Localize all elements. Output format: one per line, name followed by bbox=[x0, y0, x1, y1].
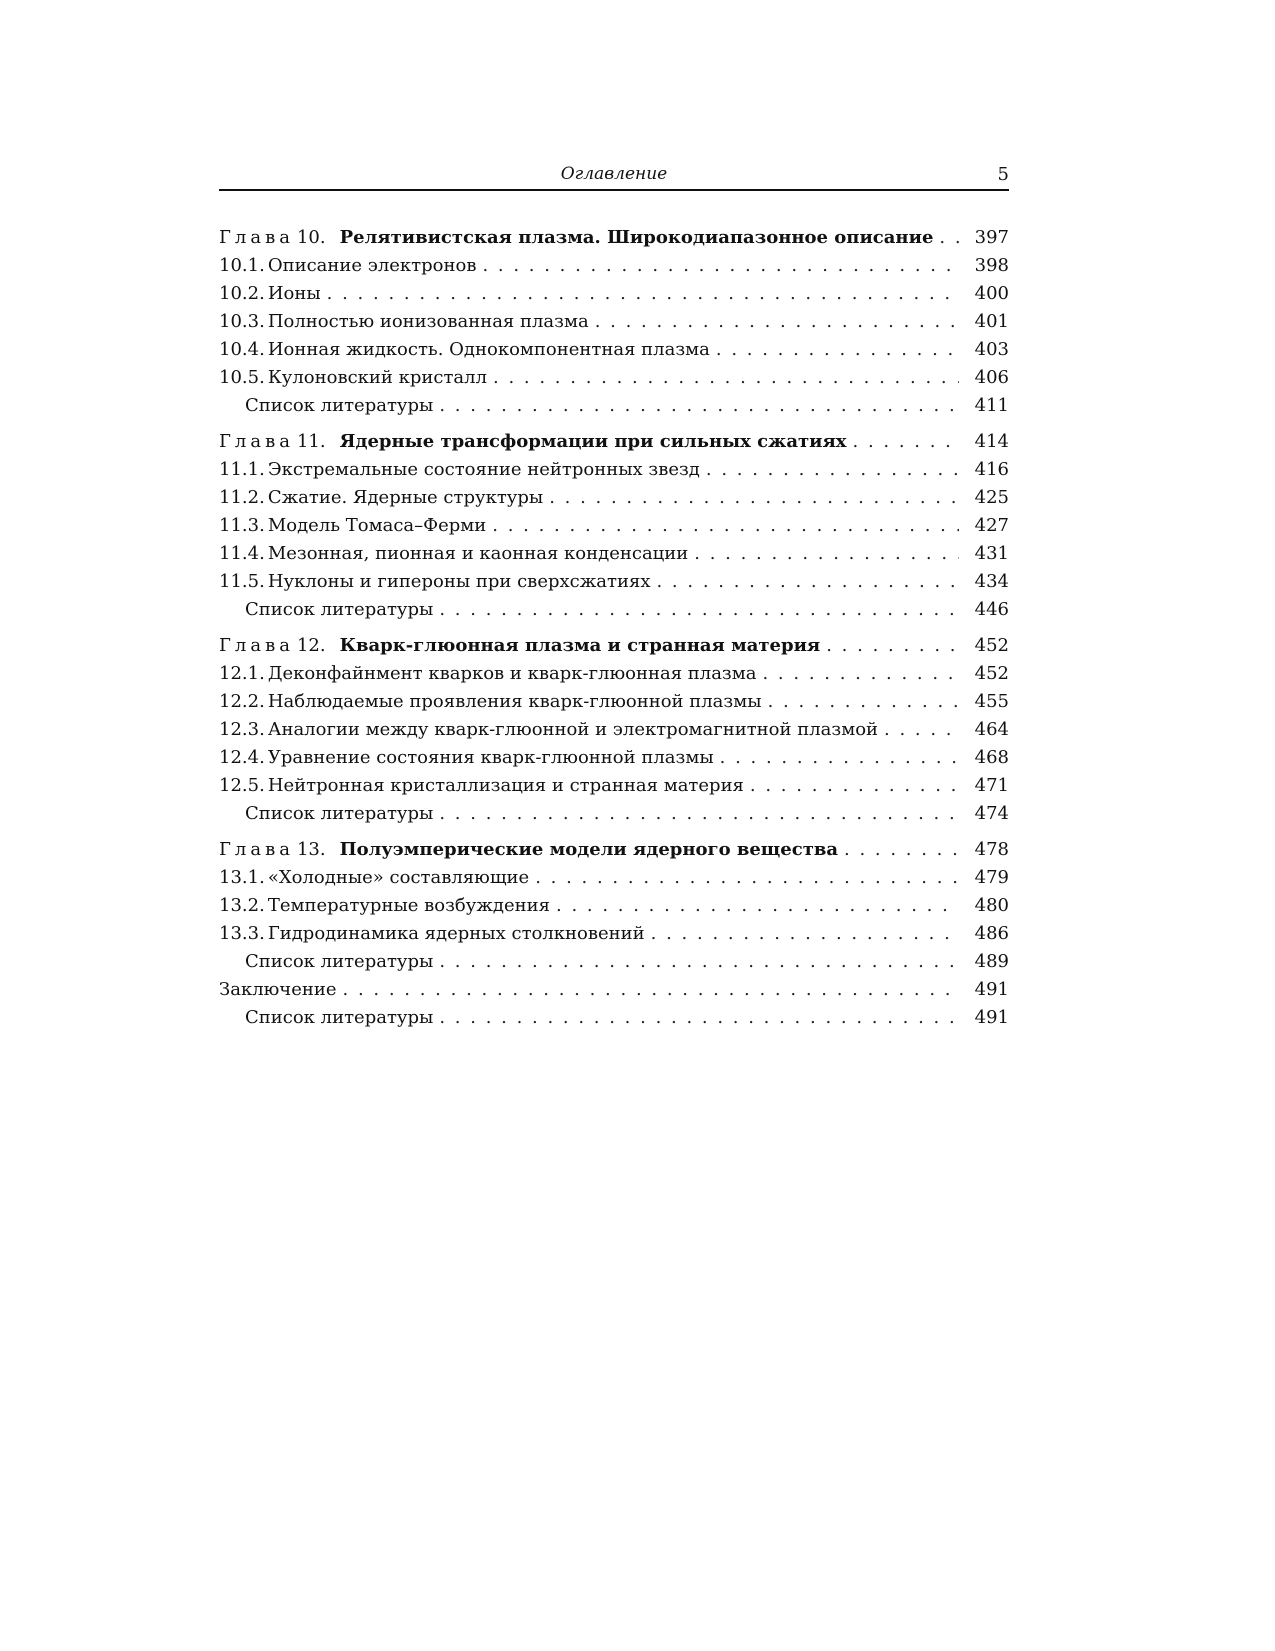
dot-leader bbox=[939, 224, 959, 252]
dot-leader bbox=[535, 864, 959, 892]
chapter-heading-10[interactable] bbox=[219, 224, 1009, 252]
chapter-12-block bbox=[219, 632, 1009, 828]
dot-leader bbox=[853, 428, 959, 456]
toc-entry-12-4[interactable] bbox=[219, 744, 1009, 772]
toc-entry-13-1[interactable] bbox=[219, 864, 1009, 892]
dot-leader bbox=[549, 484, 959, 512]
toc-entry-11-3[interactable] bbox=[219, 512, 1009, 540]
page-ref: 478 bbox=[974, 839, 1009, 860]
page-ref: 446 bbox=[974, 599, 1009, 620]
chapter-label: Глава bbox=[219, 431, 294, 452]
dot-leader bbox=[439, 1004, 959, 1032]
page-ref: 414 bbox=[974, 431, 1009, 452]
toc-entry-10-3[interactable] bbox=[219, 308, 1009, 336]
toc-entry-bibliography-11[interactable] bbox=[219, 596, 1009, 624]
section-title: Температурные возбуждения bbox=[267, 895, 551, 916]
section-title: Ионы bbox=[267, 283, 321, 304]
dot-leader bbox=[556, 892, 959, 920]
chapter-13-block bbox=[219, 836, 1009, 1032]
chapter-10-block bbox=[219, 224, 1009, 420]
section-title: «Холодные» составляющие bbox=[267, 867, 530, 888]
page-ref: 400 bbox=[974, 283, 1009, 304]
dot-leader bbox=[716, 336, 959, 364]
toc-entry-11-2[interactable] bbox=[219, 484, 1009, 512]
section-number: 10.1. bbox=[219, 255, 265, 276]
dot-leader bbox=[493, 364, 959, 392]
section-title: Кулоновский кристалл bbox=[267, 367, 488, 388]
section-number: 12.4. bbox=[219, 747, 265, 768]
toc-entry-10-5[interactable] bbox=[219, 364, 1009, 392]
section-title: Уравнение состояния кварк-глюонной плазмы bbox=[267, 747, 714, 768]
section-title: Полностью ионизованная плазма bbox=[267, 311, 589, 332]
conclusion-title: Заключение bbox=[219, 979, 337, 1000]
section-title: Деконфайнмент кварков и кварк-глюонная плазма bbox=[267, 663, 757, 684]
page-ref: 452 bbox=[974, 635, 1009, 656]
chapter-label: Глава bbox=[219, 839, 294, 860]
toc-entry-bibliography-10[interactable] bbox=[219, 392, 1009, 420]
page-ref: 468 bbox=[974, 747, 1009, 768]
bibliography-title: Список литературы bbox=[245, 803, 434, 824]
section-title: Нейтронная кристаллизация и странная материя bbox=[267, 775, 744, 796]
section-number: 11.1. bbox=[219, 459, 265, 480]
toc-entry-12-5[interactable] bbox=[219, 772, 1009, 800]
toc-entry-bibliography-13[interactable] bbox=[219, 948, 1009, 976]
section-number: 12.3. bbox=[219, 719, 265, 740]
toc-entry-11-1[interactable] bbox=[219, 456, 1009, 484]
page-ref: 471 bbox=[974, 775, 1009, 796]
page-ref: 474 bbox=[974, 803, 1009, 824]
dot-leader bbox=[651, 920, 959, 948]
chapter-title: Ядерные трансформации при сильных сжатиях bbox=[339, 431, 847, 452]
section-number: 11.2. bbox=[219, 487, 265, 508]
dot-leader bbox=[694, 540, 959, 568]
page-ref: 425 bbox=[974, 487, 1009, 508]
bibliography-title: Список литературы bbox=[245, 599, 434, 620]
section-number: 11.3. bbox=[219, 515, 265, 536]
chapter-heading-13[interactable] bbox=[219, 836, 1009, 864]
page-ref: 491 bbox=[974, 1007, 1009, 1028]
section-title: Описание электронов bbox=[267, 255, 477, 276]
section-number: 12.1. bbox=[219, 663, 265, 684]
dot-leader bbox=[826, 632, 959, 660]
page-ref: 464 bbox=[974, 719, 1009, 740]
toc-entry-10-2[interactable] bbox=[219, 280, 1009, 308]
page-ref: 411 bbox=[974, 395, 1009, 416]
chapter-number: 11. bbox=[296, 431, 326, 452]
section-title: Модель Томаса–Ферми bbox=[267, 515, 487, 536]
toc-entry-12-1[interactable] bbox=[219, 660, 1009, 688]
section-number: 12.2. bbox=[219, 691, 265, 712]
toc-entry-bibliography-12[interactable] bbox=[219, 800, 1009, 828]
chapter-title: Полуэмперические модели ядерного вещества bbox=[339, 839, 839, 860]
section-number: 12.5. bbox=[219, 775, 265, 796]
page-ref: 397 bbox=[974, 227, 1009, 248]
bibliography-title: Список литературы bbox=[245, 1007, 434, 1028]
section-title: Гидродинамика ядерных столкновений bbox=[267, 923, 645, 944]
section-title: Наблюдаемые проявления кварк-глюонной плазмы bbox=[267, 691, 762, 712]
dot-leader bbox=[720, 744, 959, 772]
section-title: Ионная жидкость. Однокомпонентная плазма bbox=[267, 339, 710, 360]
section-number: 13.1. bbox=[219, 867, 265, 888]
chapter-number: 10. bbox=[296, 227, 326, 248]
chapter-heading-12[interactable] bbox=[219, 632, 1009, 660]
page-ref: 406 bbox=[974, 367, 1009, 388]
dot-leader bbox=[656, 568, 959, 596]
dot-leader bbox=[492, 512, 959, 540]
chapter-number: 12. bbox=[296, 635, 326, 656]
section-number: 10.5. bbox=[219, 367, 265, 388]
chapter-heading-11[interactable] bbox=[219, 428, 1009, 456]
chapter-number: 13. bbox=[296, 839, 326, 860]
section-number: 11.5. bbox=[219, 571, 265, 592]
section-title: Нуклоны и гипероны при сверхсжатиях bbox=[267, 571, 651, 592]
page-ref: 452 bbox=[974, 663, 1009, 684]
page-ref: 401 bbox=[974, 311, 1009, 332]
section-number: 10.4. bbox=[219, 339, 265, 360]
section-number: 13.2. bbox=[219, 895, 265, 916]
dot-leader bbox=[762, 660, 959, 688]
dot-leader bbox=[595, 308, 959, 336]
section-number: 10.2. bbox=[219, 283, 265, 304]
section-title: Сжатие. Ядерные структуры bbox=[267, 487, 544, 508]
toc-entry-13-2[interactable] bbox=[219, 892, 1009, 920]
dot-leader bbox=[482, 252, 959, 280]
chapter-11-block bbox=[219, 428, 1009, 624]
toc-entry-conclusion[interactable] bbox=[219, 976, 1009, 1004]
dot-leader bbox=[327, 280, 959, 308]
page-ref: 398 bbox=[974, 255, 1009, 276]
toc-entry-10-4[interactable] bbox=[219, 336, 1009, 364]
dot-leader bbox=[439, 800, 959, 828]
dot-leader bbox=[884, 716, 959, 744]
page-ref: 416 bbox=[974, 459, 1009, 480]
chapter-title: Релятивистская плазма. Широкодиапазонное описание bbox=[339, 227, 934, 248]
dot-leader bbox=[750, 772, 959, 800]
page-ref: 491 bbox=[974, 979, 1009, 1000]
page-ref: 486 bbox=[974, 923, 1009, 944]
page-ref: 480 bbox=[974, 895, 1009, 916]
dot-leader bbox=[343, 976, 959, 1004]
page-ref: 427 bbox=[974, 515, 1009, 536]
page-ref: 434 bbox=[974, 571, 1009, 592]
page-ref: 431 bbox=[974, 543, 1009, 564]
page-number: 5 bbox=[997, 164, 1009, 185]
chapter-label: Глава bbox=[219, 227, 294, 248]
bibliography-title: Список литературы bbox=[245, 395, 434, 416]
toc-entry-13-3[interactable] bbox=[219, 920, 1009, 948]
toc-entry-12-3[interactable] bbox=[219, 716, 1009, 744]
section-title: Экстремальные состояние нейтронных звезд bbox=[267, 459, 700, 480]
toc-entry-12-2[interactable] bbox=[219, 688, 1009, 716]
section-number: 13.3. bbox=[219, 923, 265, 944]
section-title: Мезонная, пионная и каонная конденсации bbox=[267, 543, 689, 564]
dot-leader bbox=[439, 948, 959, 976]
page-ref: 489 bbox=[974, 951, 1009, 972]
section-title: Аналогии между кварк-глюонной и электромагнитной плазмой bbox=[267, 719, 879, 740]
dot-leader bbox=[439, 392, 959, 420]
page-ref: 403 bbox=[974, 339, 1009, 360]
chapter-label: Глава bbox=[219, 635, 294, 656]
page-ref: 479 bbox=[974, 867, 1009, 888]
page-ref: 455 bbox=[974, 691, 1009, 712]
bibliography-title: Список литературы bbox=[245, 951, 434, 972]
dot-leader bbox=[706, 456, 959, 484]
table-of-contents bbox=[219, 224, 1009, 1032]
chapter-title: Кварк-глюонная плазма и странная материя bbox=[339, 635, 821, 656]
toc-entry-11-4[interactable] bbox=[219, 540, 1009, 568]
toc-entry-11-5[interactable] bbox=[219, 568, 1009, 596]
toc-entry-bibliography-conclusion[interactable] bbox=[219, 1004, 1009, 1032]
dot-leader bbox=[439, 596, 959, 624]
dot-leader bbox=[768, 688, 959, 716]
section-number: 11.4. bbox=[219, 543, 265, 564]
toc-entry-10-1[interactable] bbox=[219, 252, 1009, 280]
section-number: 10.3. bbox=[219, 311, 265, 332]
dot-leader bbox=[844, 836, 959, 864]
running-title: Оглавление bbox=[560, 164, 668, 184]
page-header bbox=[219, 162, 1009, 191]
